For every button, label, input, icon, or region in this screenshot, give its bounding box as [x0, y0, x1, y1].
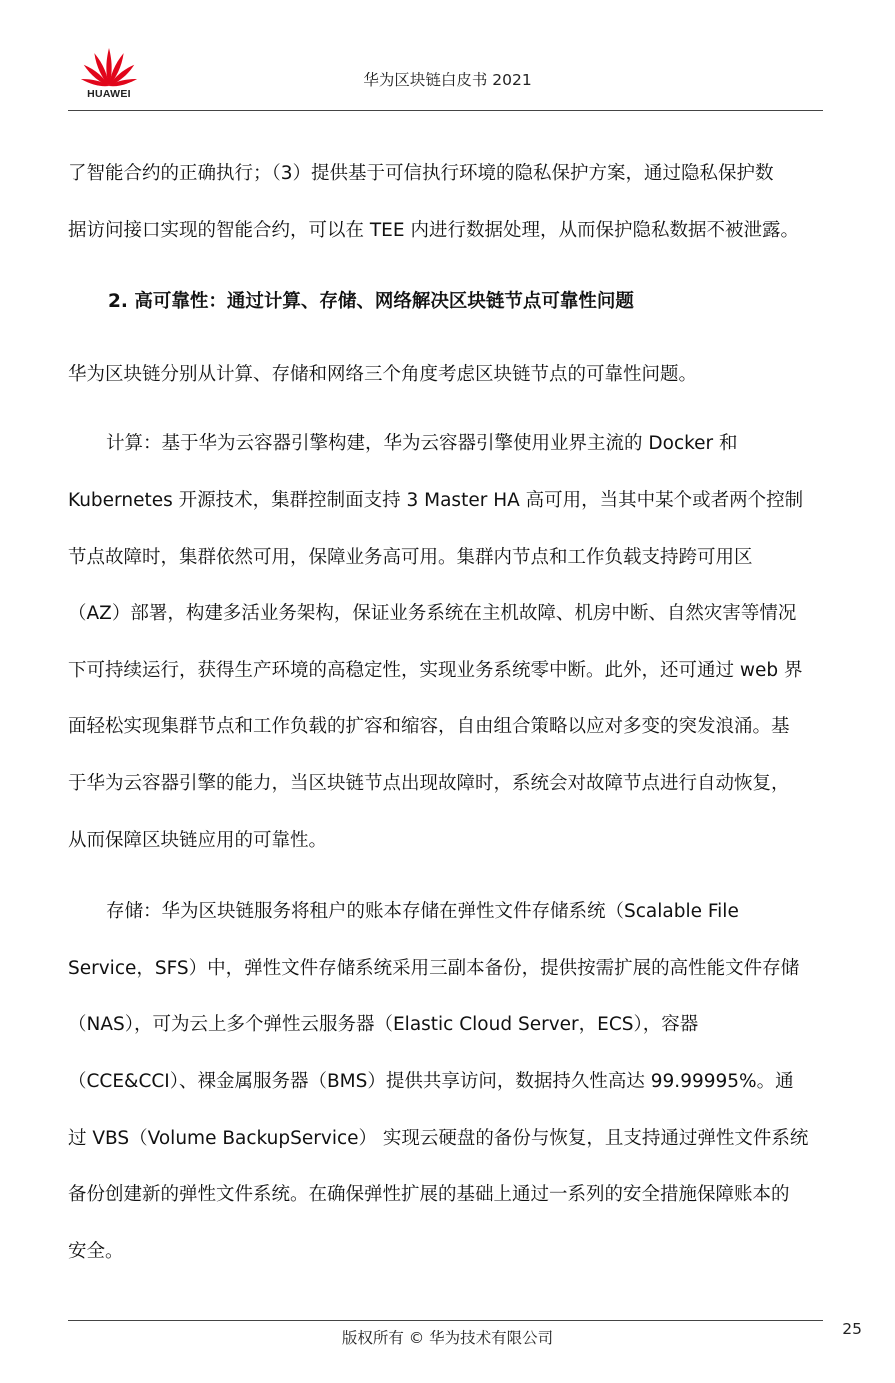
document-title: 华为区块链白皮书 2021 — [363, 71, 532, 89]
text-line: Kubernetes 开源技术，集群控制面支持 3 Master HA 高可用，当其中某个或者两个控制 — [68, 490, 804, 511]
section-heading: 2. 高可靠性：通过计算、存储、网络解决区块链节点可靠性问题 — [108, 291, 634, 312]
text-line: 过 VBS（Volume BackupService） 实现云硬盘的备份与恢复，且支持通过弹性文件系统 — [68, 1128, 809, 1149]
text-line: 下可持续运行，获得生产环境的高稳定性，实现业务系统零中断。此外，还可通过 web 界 — [68, 660, 803, 681]
text-line: Service，SFS）中，弹性文件存储系统采用三副本备份，提供按需扩展的高性能文件存储 — [68, 958, 800, 979]
text-line: 于华为云容器引擎的能力，当区块链节点出现故障时，系统会对故障节点进行自动恢复， — [68, 773, 790, 794]
footer-divider — [68, 1320, 823, 1321]
text-line: 面轻松实现集群节点和工作负载的扩容和缩容，自由组合策略以应对多变的突发浪涌。基 — [68, 716, 790, 737]
text-line: （AZ）部署，构建多活业务架构，保证业务系统在主机故障、机房中断、自然灾害等情况 — [68, 603, 797, 624]
brand-name: HUAWEI — [87, 88, 131, 100]
header-divider — [68, 110, 823, 111]
text-line: 华为区块链分别从计算、存储和网络三个角度考虑区块链节点的可靠性问题。 — [68, 364, 698, 385]
text-line: 备份创建新的弹性文件系统。在确保弹性扩展的基础上通过一系列的安全措施保障账本的 — [68, 1184, 790, 1205]
text-line: 存储：华为区块链服务将租户的账本存储在弹性文件存储系统（Scalable File — [106, 901, 739, 922]
text-line: 从而保障区块链应用的可靠性。 — [68, 830, 328, 851]
text-line: 安全。 — [68, 1241, 124, 1262]
text-line: 了智能合约的正确执行；（3）提供基于可信执行环境的隐私保护方案，通过隐私保护数 — [68, 163, 774, 184]
text-line: 据访问接口实现的智能合约，可以在 TEE 内进行数据处理，从而保护隐私数据不被泄露。 — [68, 220, 799, 241]
copyright-notice: 版权所有 © 华为技术有限公司 — [341, 1329, 554, 1347]
text-line: （CCE&CCI）、裸金属服务器（BMS）提供共享访问，数据持久性高达 99.99995%。通 — [68, 1071, 794, 1092]
page-number: 25 — [842, 1320, 862, 1338]
text-line: 计算：基于华为云容器引擎构建，华为云容器引擎使用业界主流的 Docker 和 — [106, 433, 738, 454]
text-line: （NAS），可为云上多个弹性云服务器（Elastic Cloud Server，ECS），容器 — [68, 1014, 699, 1035]
text-line: 节点故障时，集群依然可用，保障业务高可用。集群内节点和工作负载支持跨可用区 — [68, 547, 753, 568]
